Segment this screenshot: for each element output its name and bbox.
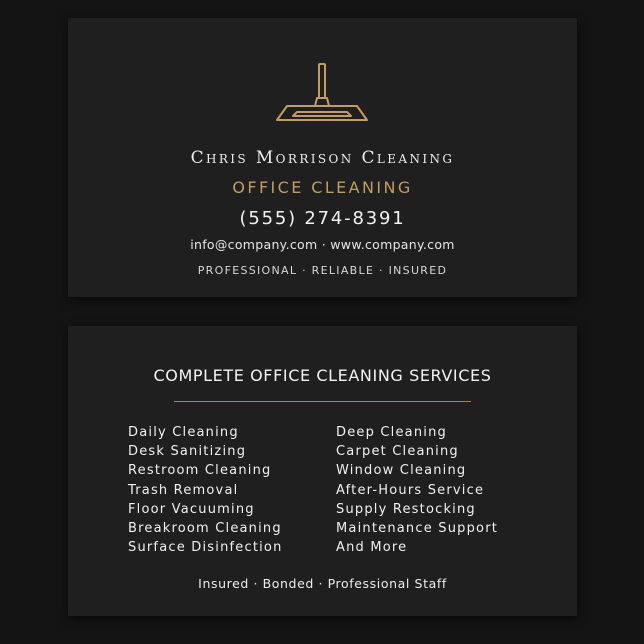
service-item: Trash Removal: [128, 482, 239, 498]
contact-line: info@company.com · www.company.com: [190, 237, 455, 252]
service-item: Maintenance Support: [336, 520, 499, 536]
phone-number: (555) 274-8391: [239, 208, 406, 229]
service-item: Carpet Cleaning: [336, 444, 459, 460]
service-item: Window Cleaning: [336, 463, 467, 479]
tagline: PROFESSIONAL · RELIABLE · INSURED: [197, 264, 448, 277]
services-list-left: [128, 423, 283, 557]
service-item: Surface Disinfection: [128, 540, 283, 556]
services-title: COMPLETE OFFICE CLEANING SERVICES: [153, 366, 492, 385]
floor-squeegee-icon: [271, 62, 373, 124]
service-item: Desk Sanitizing: [128, 444, 247, 460]
business-card-back: [68, 326, 577, 616]
credentials-footer: Insured · Bonded · Professional Staff: [198, 576, 447, 591]
service-item: Breakroom Cleaning: [128, 520, 282, 536]
service-item: After-Hours Service: [336, 482, 485, 498]
service-item: Floor Vacuuming: [128, 501, 255, 517]
business-card-front: [68, 18, 577, 297]
gold-divider: [174, 401, 471, 402]
service-type: OFFICE CLEANING: [232, 178, 413, 197]
service-item: Supply Restocking: [336, 501, 476, 517]
service-item: Restroom Cleaning: [128, 463, 272, 479]
service-item: Deep Cleaning: [336, 425, 447, 440]
service-item: Daily Cleaning: [128, 425, 239, 440]
service-item: And More: [336, 540, 408, 556]
business-name: Chris Morrison Cleaning: [190, 148, 455, 168]
services-list-right: [336, 423, 498, 557]
